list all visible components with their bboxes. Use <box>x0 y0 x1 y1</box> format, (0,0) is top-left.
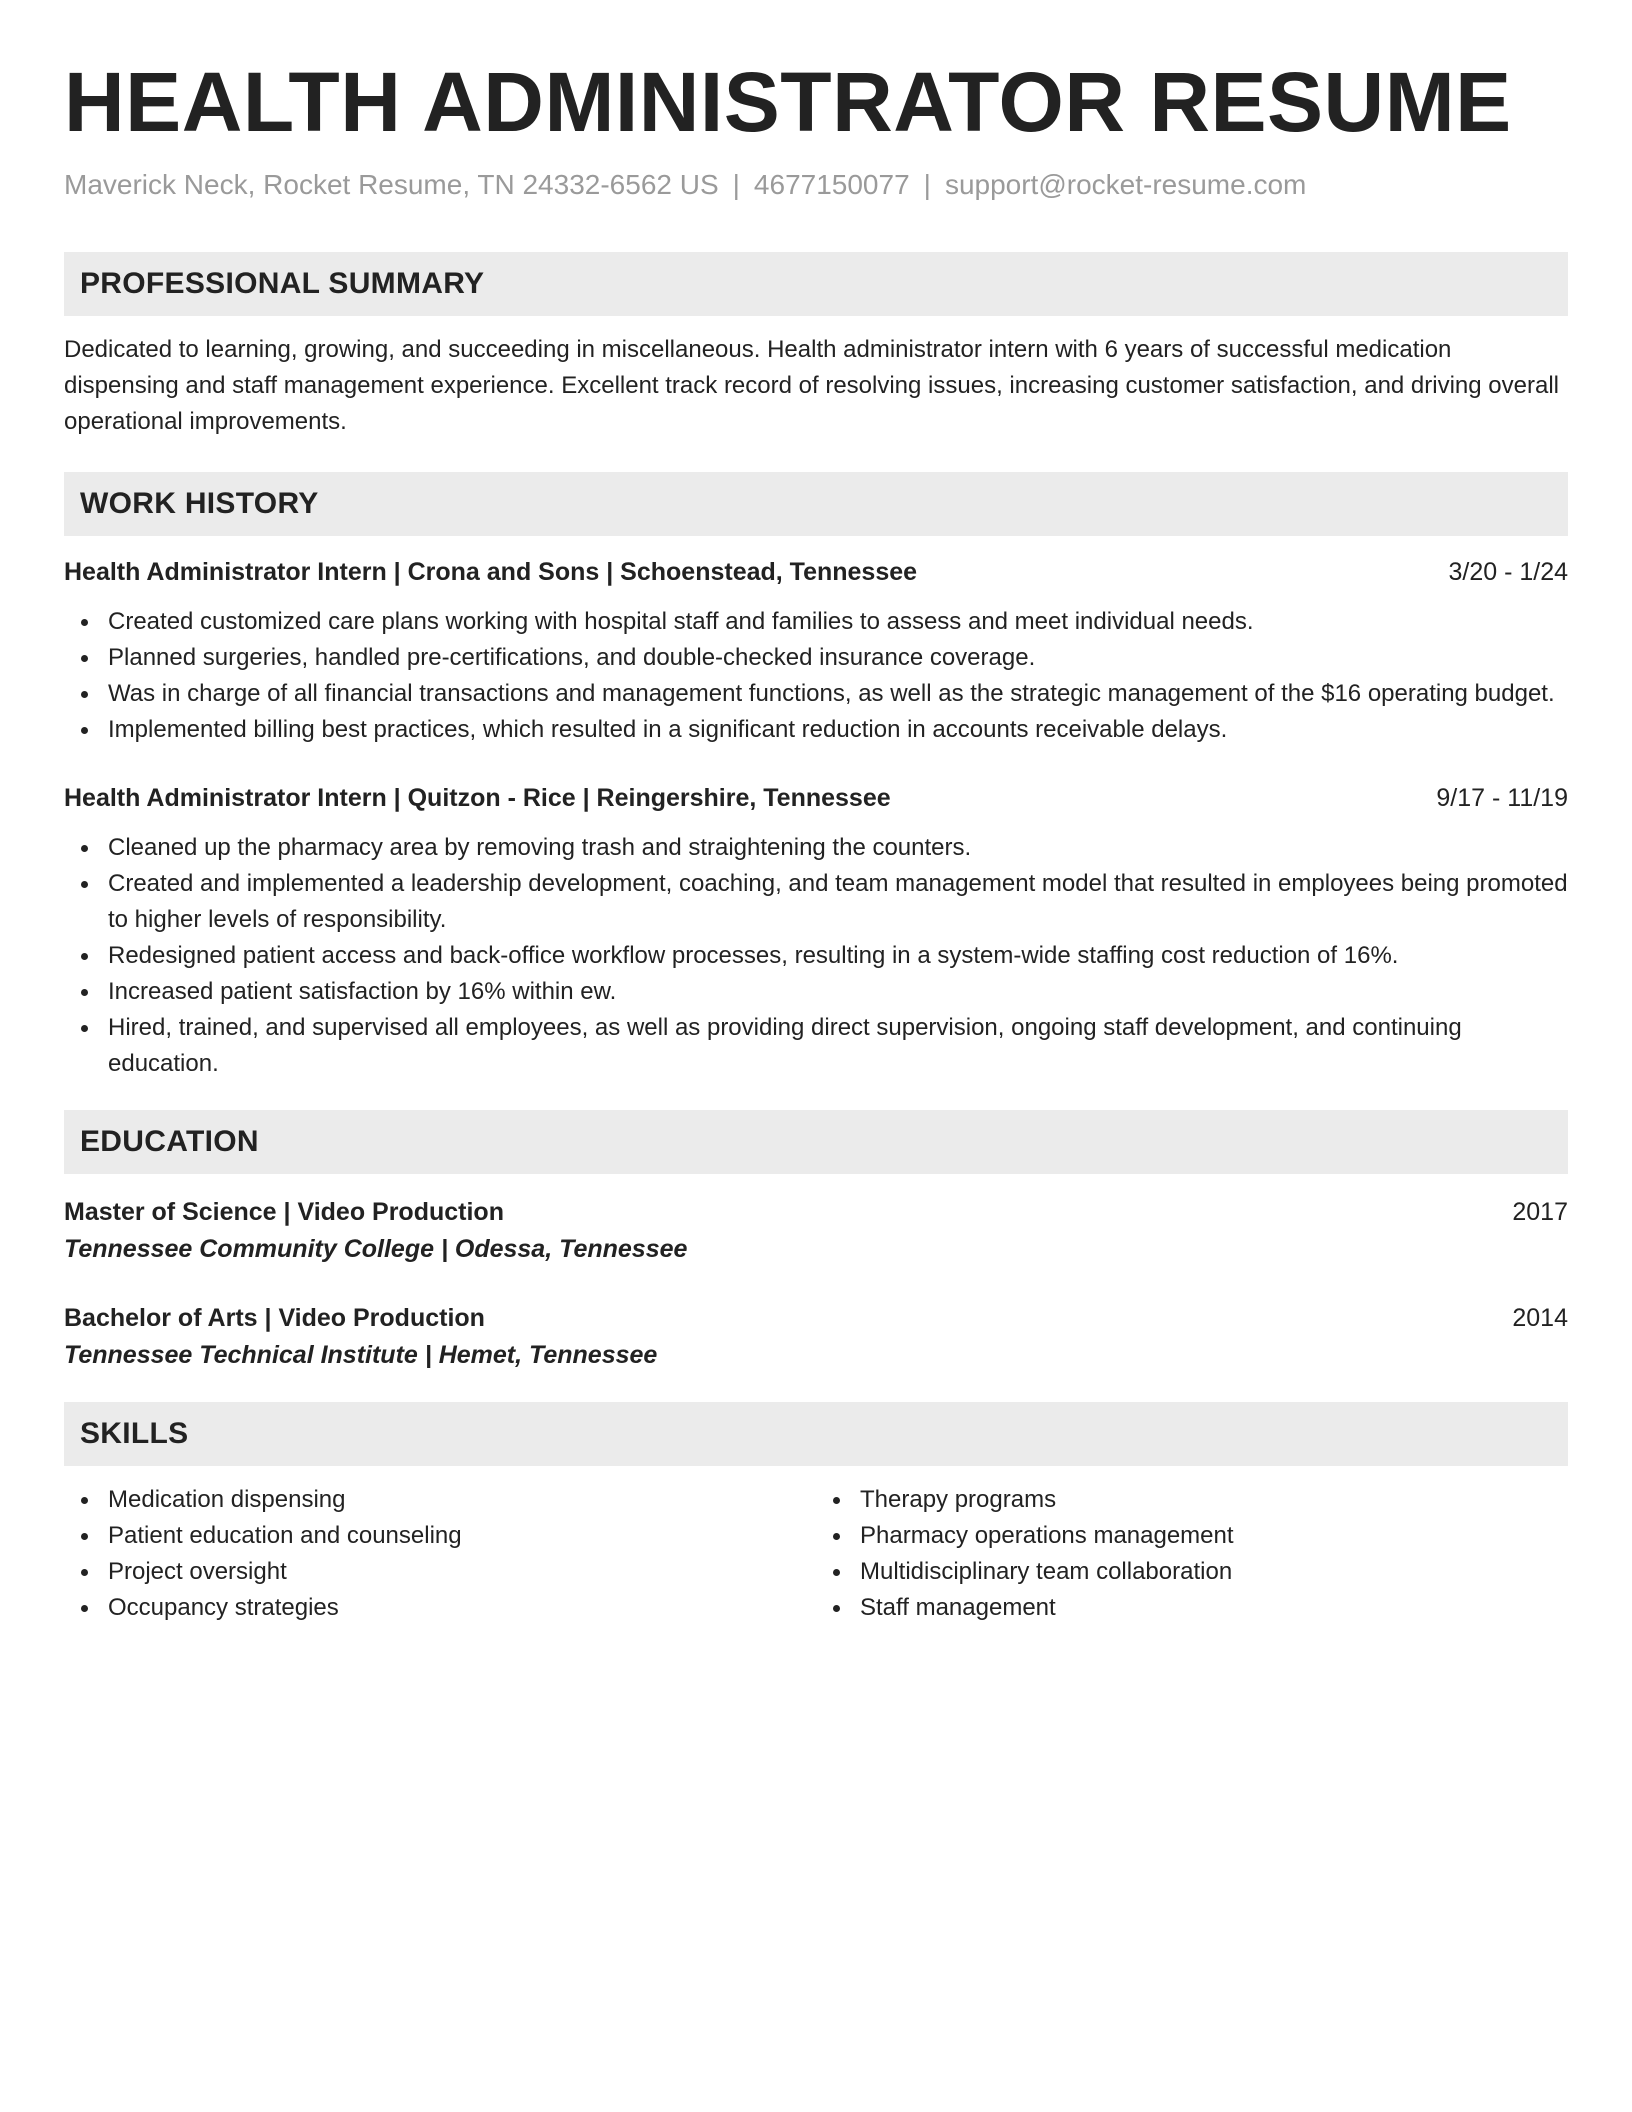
job-entry <box>64 780 1568 1082</box>
education-year: 2014 <box>1512 1304 1568 1332</box>
skill-item: Occupancy strategies <box>108 1590 816 1626</box>
education-header-row <box>64 1300 1568 1336</box>
skills-column-left <box>64 1482 816 1626</box>
contact-separator: | <box>923 169 931 200</box>
skills-section <box>64 1402 1568 1626</box>
work-history-heading: WORK HISTORY <box>64 472 1568 536</box>
resume-title: HEALTH ADMINISTRATOR RESUME <box>64 55 1512 149</box>
job-header-row <box>64 554 1568 590</box>
job-dates: 3/20 - 1/24 <box>1448 558 1568 586</box>
skills-grid <box>64 1482 1568 1626</box>
skill-item: Patient education and counseling <box>108 1518 816 1554</box>
skill-item: Medication dispensing <box>108 1482 816 1518</box>
work-history-section <box>64 472 1568 1082</box>
skill-item: Project oversight <box>108 1554 816 1590</box>
contact-phone: 4677150077 <box>753 169 910 200</box>
job-bullet: Increased patient satisfaction by 16% within ew. <box>108 974 1568 1010</box>
job-bullet: Created customized care plans working with hospital staff and families to assess and meet individual needs. <box>108 604 1568 640</box>
education-entry <box>64 1300 1568 1374</box>
contact-line <box>64 168 1568 202</box>
job-bullet-list <box>64 604 1568 748</box>
skills-column-right <box>816 1482 1568 1626</box>
contact-email: support@rocket-resume.com <box>944 169 1307 200</box>
skill-item: Multidisciplinary team collaboration <box>860 1554 1568 1590</box>
education-heading: EDUCATION <box>64 1110 1568 1174</box>
job-bullet: Created and implemented a leadership development, coaching, and team management model that resulted in employees being promoted to higher levels of responsibility. <box>108 866 1568 938</box>
job-bullet: Implemented billing best practices, which resulted in a significant reduction in accounts receivable delays. <box>108 712 1568 748</box>
job-bullet: Redesigned patient access and back-office workflow processes, resulting in a system-wide staffing cost reduction of 16%. <box>108 938 1568 974</box>
job-bullet: Hired, trained, and supervised all employees, as well as providing direct supervision, ongoing staff development, and continuing education. <box>108 1010 1568 1082</box>
skills-list <box>64 1482 816 1626</box>
skill-item: Therapy programs <box>860 1482 1568 1518</box>
education-school: Tennessee Technical Institute | Hemet, Tennessee <box>64 1341 658 1369</box>
job-dates: 9/17 - 11/19 <box>1436 784 1568 812</box>
summary-section <box>64 252 1568 440</box>
skill-item: Pharmacy operations management <box>860 1518 1568 1554</box>
job-header-row <box>64 780 1568 816</box>
summary-heading: PROFESSIONAL SUMMARY <box>64 252 1568 316</box>
summary-text: Dedicated to learning, growing, and succeeding in miscellaneous. Health administrator intern with 6 years of successful medication dispensing and staff management experience. Excellent track record of resolving issues, increasing customer satisfaction, and driving overall operational improvements. <box>64 336 1559 435</box>
skills-list <box>816 1482 1568 1626</box>
job-title: Health Administrator Intern | Quitzon - Rice | Reingershire, Tennessee <box>64 784 891 812</box>
education-year: 2017 <box>1512 1198 1568 1226</box>
skill-item: Staff management <box>860 1590 1568 1626</box>
education-entry <box>64 1194 1568 1268</box>
education-section <box>64 1110 1568 1374</box>
education-degree: Bachelor of Arts | Video Production <box>64 1304 485 1332</box>
job-bullet: Cleaned up the pharmacy area by removing trash and straightening the counters. <box>108 830 1568 866</box>
education-school: Tennessee Community College | Odessa, Tennessee <box>64 1235 688 1263</box>
job-title: Health Administrator Intern | Crona and Sons | Schoenstead, Tennessee <box>64 558 918 586</box>
job-bullet: Was in charge of all financial transactions and management functions, as well as the strategic management of the $16 operating budget. <box>108 676 1568 712</box>
education-degree: Master of Science | Video Production <box>64 1198 504 1226</box>
job-bullet: Planned surgeries, handled pre-certifications, and double-checked insurance coverage. <box>108 640 1568 676</box>
job-entry <box>64 554 1568 748</box>
skills-heading: SKILLS <box>64 1402 1568 1466</box>
job-bullet-list <box>64 830 1568 1082</box>
contact-address: Maverick Neck, Rocket Resume, TN 24332-6562 US <box>64 169 719 200</box>
contact-separator: | <box>732 169 740 200</box>
education-header-row <box>64 1194 1568 1230</box>
